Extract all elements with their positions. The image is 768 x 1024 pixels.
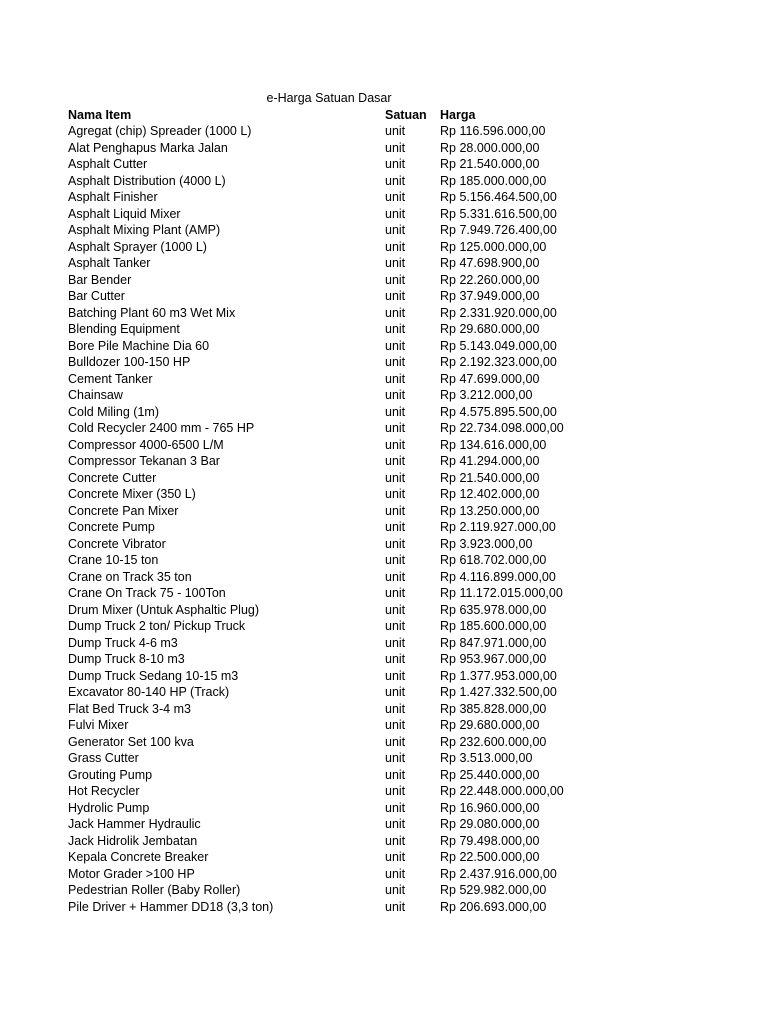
item-name-cell: Pedestrian Roller (Baby Roller)	[68, 883, 241, 897]
price-cell: Rp 22.448.000.000,00	[440, 784, 564, 798]
price-cell: Rp 2.192.323.000,00	[440, 355, 557, 369]
price-cell: Rp 41.294.000,00	[440, 454, 540, 468]
unit-cell: unit	[385, 223, 406, 237]
item-name-cell: Concrete Vibrator	[68, 536, 166, 551]
item-name-cell: Batching Plant 60 m3 Wet Mix	[68, 305, 236, 320]
unit-cell: unit	[385, 503, 406, 518]
item-name-cell: Grass Cutter	[68, 751, 139, 765]
price-cell: Rp 22.500.000,00	[440, 850, 540, 864]
unit-cell: unit	[385, 239, 406, 254]
unit-cell: unit	[385, 701, 406, 716]
price-cell: Rp 28.000.000,00	[440, 140, 540, 155]
unit-cell: unit	[385, 784, 406, 798]
item-name-cell: Concrete Pan Mixer	[68, 503, 179, 518]
unit-cell: unit	[385, 487, 406, 501]
price-cell: Rp 29.680.000,00	[440, 322, 540, 336]
price-cell: Rp 116.596.000,00	[440, 124, 546, 138]
item-name-cell: Dump Truck Sedang 10-15 m3	[68, 668, 239, 683]
item-name-cell: Fulvi Mixer	[68, 718, 129, 732]
unit-cell: unit	[385, 256, 406, 270]
column-header-unit: Satuan	[385, 107, 427, 122]
item-name-cell: Chainsaw	[68, 388, 123, 402]
item-name-cell: Pile Driver + Hammer DD18 (3,3 ton)	[68, 899, 274, 914]
item-name-cell: Grouting Pump	[68, 767, 153, 782]
unit-cell: unit	[385, 157, 406, 171]
price-cell: Rp 529.982.000,00	[440, 883, 547, 897]
item-name-cell: Concrete Cutter	[68, 470, 157, 485]
item-name-cell: Dump Truck 2 ton/ Pickup Truck	[68, 619, 246, 633]
unit-cell: unit	[385, 206, 406, 221]
price-cell: Rp 13.250.000,00	[440, 503, 540, 518]
item-name-cell: Asphalt Distribution (4000 L)	[68, 173, 226, 188]
item-name-cell: Bar Bender	[68, 272, 132, 287]
unit-cell: unit	[385, 140, 406, 155]
unit-cell: unit	[385, 883, 406, 897]
item-name-cell: Crane on Track 35 ton	[68, 569, 192, 584]
price-cell: Rp 385.828.000,00	[440, 701, 547, 716]
price-cell: Rp 37.949.000,00	[440, 289, 540, 303]
item-name-cell: Hot Recycler	[68, 784, 140, 798]
price-cell: Rp 125.000.000,00	[440, 239, 547, 254]
unit-cell: unit	[385, 173, 406, 188]
price-cell: Rp 232.600.000,00	[440, 734, 547, 749]
item-name-cell: Bulldozer 100-150 HP	[68, 355, 191, 369]
item-name-cell: Crane 10-15 ton	[68, 553, 159, 567]
price-cell: Rp 22.734.098.000,00	[440, 421, 564, 435]
price-cell: Rp 134.616.000,00	[440, 437, 547, 452]
price-cell: Rp 5.143.049.000,00	[440, 338, 557, 353]
unit-cell: unit	[385, 602, 406, 617]
price-cell: Rp 29.680.000,00	[440, 718, 540, 732]
item-name-cell: Alat Penghapus Marka Jalan	[68, 140, 228, 155]
unit-cell: unit	[385, 569, 406, 584]
item-name-cell: Jack Hammer Hydraulic	[68, 817, 201, 831]
unit-cell: unit	[385, 404, 406, 419]
item-name-cell: Flat Bed Truck 3-4 m3	[68, 701, 191, 716]
item-name-cell: Asphalt Mixing Plant (AMP)	[68, 223, 221, 237]
price-cell: Rp 11.172.015.000,00	[440, 586, 563, 600]
unit-cell: unit	[385, 586, 406, 600]
price-cell: Rp 3.513.000,00	[440, 751, 533, 765]
column-header-price: Harga	[440, 107, 476, 122]
price-cell: Rp 47.698.900,00	[440, 256, 540, 270]
price-cell: Rp 21.540.000,00	[440, 470, 540, 485]
price-cell: Rp 4.116.899.000,00	[440, 569, 556, 584]
unit-cell: unit	[385, 190, 406, 204]
unit-cell: unit	[385, 322, 406, 336]
price-cell: Rp 206.693.000,00	[440, 899, 547, 914]
unit-cell: unit	[385, 124, 406, 138]
unit-cell: unit	[385, 866, 406, 881]
price-cell: Rp 16.960.000,00	[440, 800, 540, 815]
item-name-cell: Concrete Mixer (350 L)	[68, 487, 196, 501]
unit-cell: unit	[385, 685, 406, 699]
document-title: e-Harga Satuan Dasar	[266, 91, 392, 105]
price-cell: Rp 79.498.000,00	[440, 833, 540, 848]
unit-cell: unit	[385, 536, 406, 551]
price-cell: Rp 4.575.895.500,00	[440, 404, 557, 419]
item-name-cell: Blending Equipment	[68, 322, 180, 336]
item-name-cell: Compressor Tekanan 3 Bar	[68, 454, 220, 468]
item-name-cell: Crane On Track 75 - 100Ton	[68, 586, 226, 600]
price-cell: Rp 3.923.000,00	[440, 536, 533, 551]
item-name-cell: Concrete Pump	[68, 520, 155, 534]
price-cell: Rp 7.949.726.400,00	[440, 223, 557, 237]
price-cell: Rp 1.377.953.000,00	[440, 668, 557, 683]
item-name-cell: Cold Recycler 2400 mm - 765 HP	[68, 421, 255, 435]
unit-cell: unit	[385, 668, 406, 683]
item-name-cell: Dump Truck 8-10 m3	[68, 652, 185, 666]
unit-cell: unit	[385, 520, 406, 534]
unit-cell: unit	[385, 470, 406, 485]
price-cell: Rp 635.978.000,00	[440, 602, 547, 617]
item-name-cell: Asphalt Sprayer (1000 L)	[68, 239, 207, 254]
item-name-cell: Excavator 80-140 HP (Track)	[68, 685, 230, 699]
unit-cell: unit	[385, 850, 406, 864]
item-name-cell: Motor Grader >100 HP	[68, 866, 195, 881]
price-cell: Rp 185.600.000,00	[440, 619, 547, 633]
unit-cell: unit	[385, 652, 406, 666]
unit-cell: unit	[385, 800, 406, 815]
price-cell: Rp 953.967.000,00	[440, 652, 547, 666]
item-name-cell: Bar Cutter	[68, 289, 125, 303]
unit-cell: unit	[385, 338, 406, 353]
item-name-cell: Compressor 4000-6500 L/M	[68, 437, 224, 452]
price-cell: Rp 2.437.916.000,00	[440, 866, 557, 881]
item-name-cell: Asphalt Cutter	[68, 157, 148, 171]
item-name-cell: Jack Hidrolik Jembatan	[68, 833, 198, 848]
price-cell: Rp 21.540.000,00	[440, 157, 540, 171]
unit-cell: unit	[385, 305, 406, 320]
item-name-cell: Cement Tanker	[68, 371, 153, 386]
item-name-cell: Asphalt Tanker	[68, 256, 151, 270]
unit-cell: unit	[385, 635, 406, 650]
price-cell: Rp 847.971.000,00	[440, 635, 547, 650]
price-cell: Rp 47.699.000,00	[440, 371, 540, 386]
unit-cell: unit	[385, 371, 406, 386]
unit-cell: unit	[385, 437, 406, 452]
unit-cell: unit	[385, 289, 406, 303]
column-header-item-name: Nama Item	[68, 107, 132, 122]
unit-cell: unit	[385, 421, 406, 435]
price-cell: Rp 185.000.000,00	[440, 173, 547, 188]
item-name-cell: Agregat (chip) Spreader (1000 L)	[68, 124, 252, 138]
item-name-cell: Asphalt Liquid Mixer	[68, 206, 181, 221]
item-name-cell: Bore Pile Machine Dia 60	[68, 338, 210, 353]
unit-cell: unit	[385, 833, 406, 848]
price-cell: Rp 5.156.464.500,00	[440, 190, 557, 204]
unit-cell: unit	[385, 817, 406, 831]
unit-cell: unit	[385, 619, 406, 633]
unit-cell: unit	[385, 454, 406, 468]
unit-cell: unit	[385, 767, 406, 782]
price-cell: Rp 618.702.000,00	[440, 553, 547, 567]
unit-cell: unit	[385, 718, 406, 732]
unit-cell: unit	[385, 388, 406, 402]
price-cell: Rp 25.440.000,00	[440, 767, 540, 782]
price-cell: Rp 2.331.920.000,00	[440, 305, 557, 320]
unit-cell: unit	[385, 553, 406, 567]
item-name-cell: Kepala Concrete Breaker	[68, 850, 209, 864]
price-cell: Rp 29.080.000,00	[440, 817, 540, 831]
item-name-cell: Generator Set 100 kva	[68, 734, 194, 749]
price-cell: Rp 3.212.000,00	[440, 388, 533, 402]
price-cell: Rp 22.260.000,00	[440, 272, 540, 287]
price-cell: Rp 2.119.927.000,00	[440, 520, 556, 534]
unit-cell: unit	[385, 899, 406, 914]
item-name-cell: Dump Truck 4-6 m3	[68, 635, 178, 650]
item-name-cell: Asphalt Finisher	[68, 190, 158, 204]
unit-cell: unit	[385, 355, 406, 369]
unit-cell: unit	[385, 751, 406, 765]
price-cell: Rp 1.427.332.500,00	[440, 685, 557, 699]
price-cell: Rp 5.331.616.500,00	[440, 206, 557, 221]
unit-cell: unit	[385, 734, 406, 749]
item-name-cell: Cold Miling (1m)	[68, 404, 159, 419]
price-cell: Rp 12.402.000,00	[440, 487, 540, 501]
item-name-cell: Hydrolic Pump	[68, 800, 150, 815]
item-name-cell: Drum Mixer (Untuk Asphaltic Plug)	[68, 602, 260, 617]
unit-cell: unit	[385, 272, 406, 287]
